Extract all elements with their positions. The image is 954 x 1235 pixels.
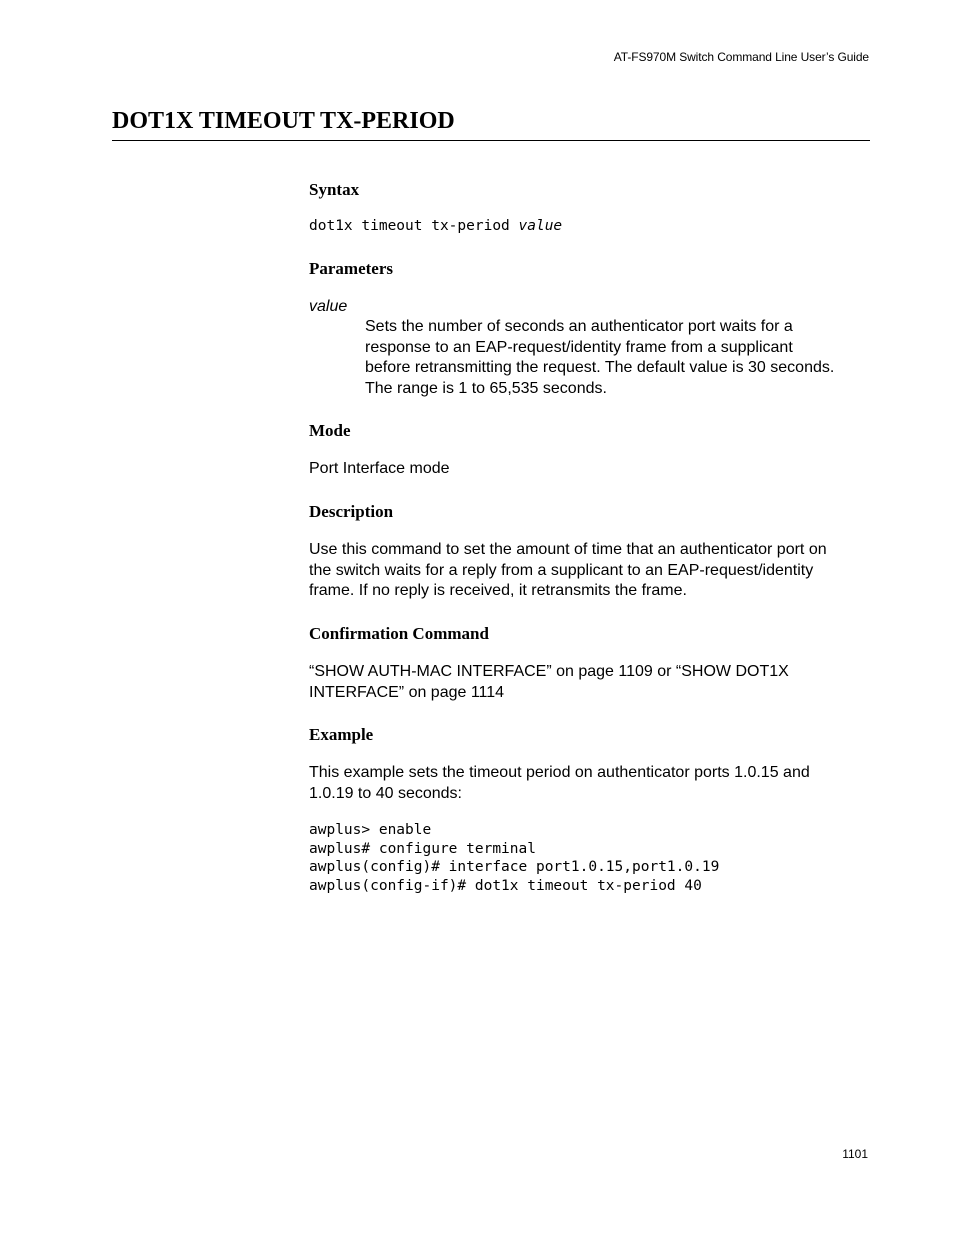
example-line: This example sets the timeout period on authenticator ports 1.0.15 and	[309, 764, 810, 781]
syntax-argument: value	[518, 218, 563, 234]
mode-text: Port Interface mode	[309, 460, 450, 477]
code-line: awplus(config)# interface port1.0.15,port1.0.19	[309, 859, 720, 875]
description-line: Use this command to set the amount of time that an authenticator port on	[309, 541, 827, 558]
title-rule	[112, 140, 870, 141]
confirmation-line: “SHOW AUTH-MAC INTERFACE” on page 1109 or “SHOW DOT1X	[309, 663, 789, 680]
parameter-desc-line: before retransmitting the request. The default value is 30 seconds.	[365, 359, 835, 376]
description-line: the switch waits for a reply from a supplicant to an EAP-request/identity	[309, 561, 814, 579]
page-number: 1101	[842, 1147, 868, 1161]
example-line: 1.0.19 to 40 seconds:	[309, 784, 462, 802]
confirmation-line: INTERFACE” on page 1114	[309, 683, 505, 701]
syntax-command-text: dot1x timeout tx-period	[309, 218, 519, 234]
description-line: frame. If no reply is received, it retransmits the frame.	[309, 582, 687, 599]
parameter-desc-line: Sets the number of seconds an authenticator port waits for a	[365, 318, 793, 335]
parameter-name: value	[309, 298, 348, 315]
mode-heading: Mode	[309, 421, 351, 440]
parameters-heading: Parameters	[309, 259, 394, 278]
parameter-desc-line: response to an EAP-request/identity frame from a supplicant	[365, 338, 793, 356]
syntax-heading: Syntax	[309, 180, 360, 199]
code-line: awplus# configure terminal	[309, 840, 536, 857]
description-heading: Description	[309, 502, 394, 521]
code-line: awplus(config-if)# dot1x timeout tx-period 40	[309, 877, 702, 894]
syntax-command	[309, 217, 562, 236]
parameter-desc-line: The range is 1 to 65,535 seconds.	[365, 379, 607, 397]
running-header: AT-FS970M Switch Command Line User’s Guide	[613, 50, 869, 64]
page-title: DOT1X TIMEOUT TX-PERIOD	[112, 108, 455, 134]
example-heading: Example	[309, 725, 374, 744]
code-line: awplus> enable	[309, 822, 432, 838]
confirmation-heading: Confirmation Command	[309, 624, 489, 643]
